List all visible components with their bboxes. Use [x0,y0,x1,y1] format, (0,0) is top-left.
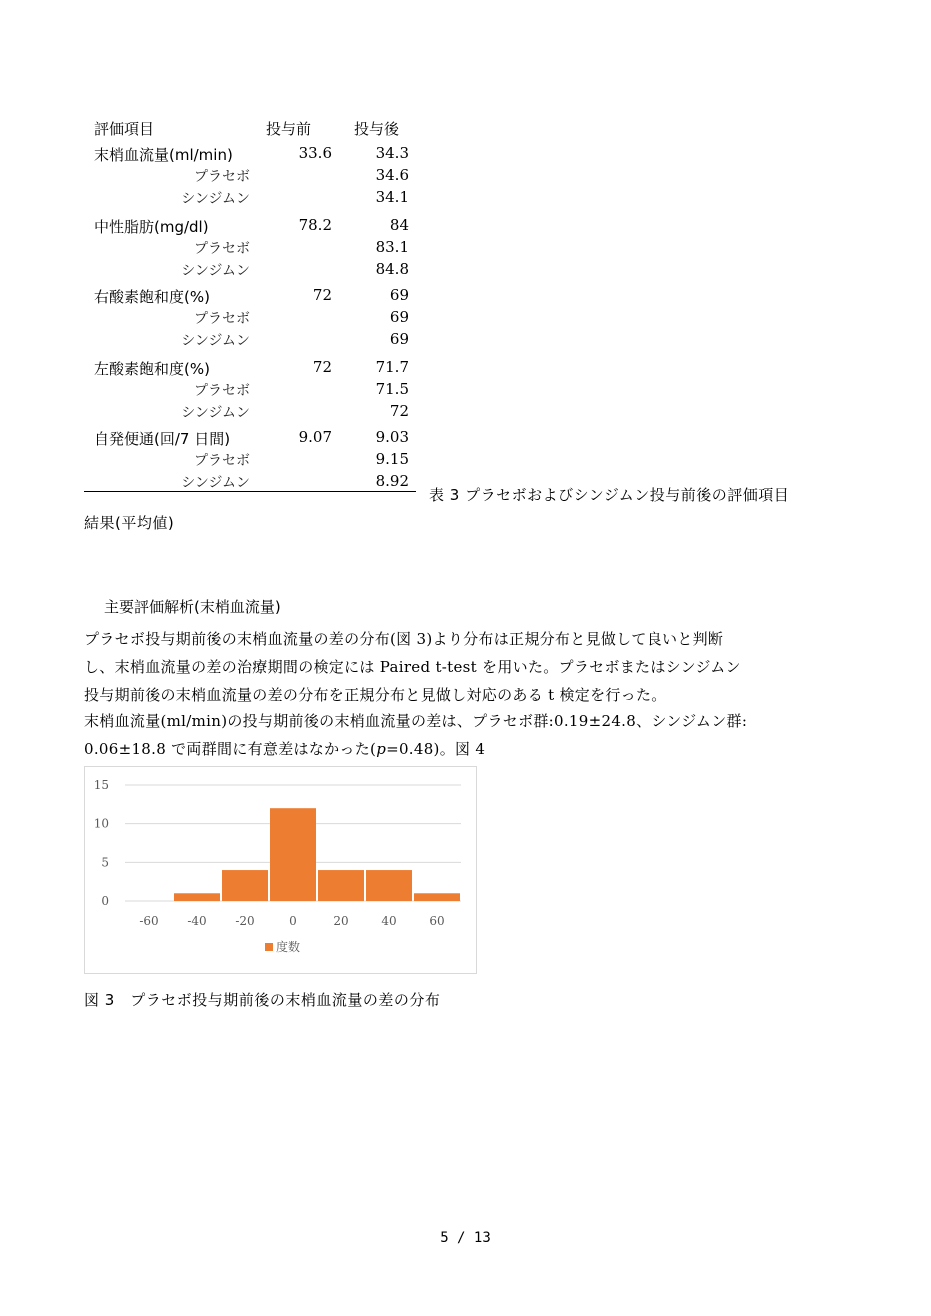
x-tick-label: -20 [235,914,255,928]
y-tick-label: 5 [101,855,109,870]
table-subrow-label: プラセボ [194,383,250,399]
x-tick-label: 60 [429,914,445,928]
x-tick-label: 0 [289,914,297,928]
table-row-label: 右酸素飽和度(%) [94,288,210,306]
figure-caption: 図 3 プラセボ投与期前後の末梢血流量の差の分布 [84,991,441,1009]
table-cell-after: 84 [389,216,409,234]
table-cell-after: 34.1 [375,188,409,206]
histogram-bar [414,893,460,901]
table-subrow-label: シンジムン [181,475,250,491]
table-subrow-label: シンジムン [181,263,250,279]
table-subrow-label: プラセボ [194,241,250,257]
paragraph-2-line: 0.06±18.8 で両群間に有意差はなかった(p=0.48)。図 4 [84,740,486,758]
table-caption-line1: 表 3 プラセボおよびシンジムン投与前後の評価項目 [429,486,790,504]
table-cell-before: 72 [312,286,332,304]
table-cell-after: 83.1 [375,238,409,256]
histogram-chart [84,766,477,974]
table-row-label: 左酸素飽和度(%) [94,360,210,378]
table-cell-after: 34.6 [375,166,409,184]
x-tick-label: 20 [333,914,349,928]
table-row-label: 自発便通(回/7 日間) [94,430,231,448]
table-cell-after: 71.7 [375,358,409,376]
table-subrow-label: シンジムン [181,405,250,421]
table-subrow-label: プラセボ [194,453,250,469]
col-header-after: 投与後 [354,120,400,138]
table-caption-line2: 結果(平均値) [84,514,175,532]
x-tick-label: -60 [139,914,159,928]
table-cell-before: 33.6 [298,144,332,162]
table-subrow-label: シンジムン [181,191,250,207]
table-subrow-label: プラセボ [194,169,250,185]
histogram-bar [366,870,412,901]
paragraph-2-line: 末梢血流量(ml/min)の投与期前後の末梢血流量の差は、プラセボ群:0.19±24.8、シンジムン群: [84,712,748,730]
p-value-symbol: p [376,740,387,758]
legend-swatch [265,943,273,951]
table-subrow-label: プラセボ [194,311,250,327]
paragraph-1 [84,625,854,709]
col-header-item: 評価項目 [94,120,155,138]
section-heading: 主要評価解析(末梢血流量) [104,598,281,616]
table-cell-after: 72 [389,402,409,420]
table-cell-after: 69 [389,308,409,326]
histogram-bar [174,893,220,901]
table-cell-after: 69 [389,286,409,304]
y-tick-label: 0 [101,894,109,908]
histogram-bar [318,870,364,901]
table-cell-after: 84.8 [375,260,409,278]
histogram-svg [85,767,476,973]
histogram-bar [222,870,268,901]
table-cell-after: 9.15 [375,450,409,468]
paragraph-1-line: し、末梢血流量の差の治療期間の検定には Paired t-test を用いた。プラセボまたはシンジムン [84,658,741,676]
paragraph-1-line: プラセボ投与期前後の末梢血流量の差の分布(図 3)より分布は正規分布と見做して良いと判断 [84,630,724,648]
table-cell-before: 72 [312,358,332,376]
table-cell-after: 69 [389,330,409,348]
histogram-bar [270,808,316,901]
table-cell-after: 9.03 [375,428,409,446]
x-tick-label: -40 [187,914,207,928]
table-row-label: 末梢血流量(ml/min) [94,146,233,164]
table-cell-after: 34.3 [375,144,409,162]
paragraph-2 [84,707,854,763]
legend-label: 度数 [276,940,301,954]
page-number: 5 / 13 [440,1230,491,1246]
table-subrow-label: シンジムン [181,333,250,349]
y-tick-label: 10 [93,816,109,831]
paragraph-1-line: 投与期前後の末梢血流量の差の分布を正規分布と見做し対応のある t 検定を行った。 [84,686,667,704]
table-cell-after: 8.92 [375,472,409,490]
table-cell-after: 71.5 [375,380,409,398]
table-cell-before: 9.07 [298,428,332,446]
table-cell-before: 78.2 [298,216,332,234]
table-row-label: 中性脂肪(mg/dl) [94,218,209,236]
y-tick-label: 15 [93,778,109,792]
col-header-before: 投与前 [266,120,312,138]
x-tick-label: 40 [381,914,397,928]
table-bottom-rule [84,491,416,492]
